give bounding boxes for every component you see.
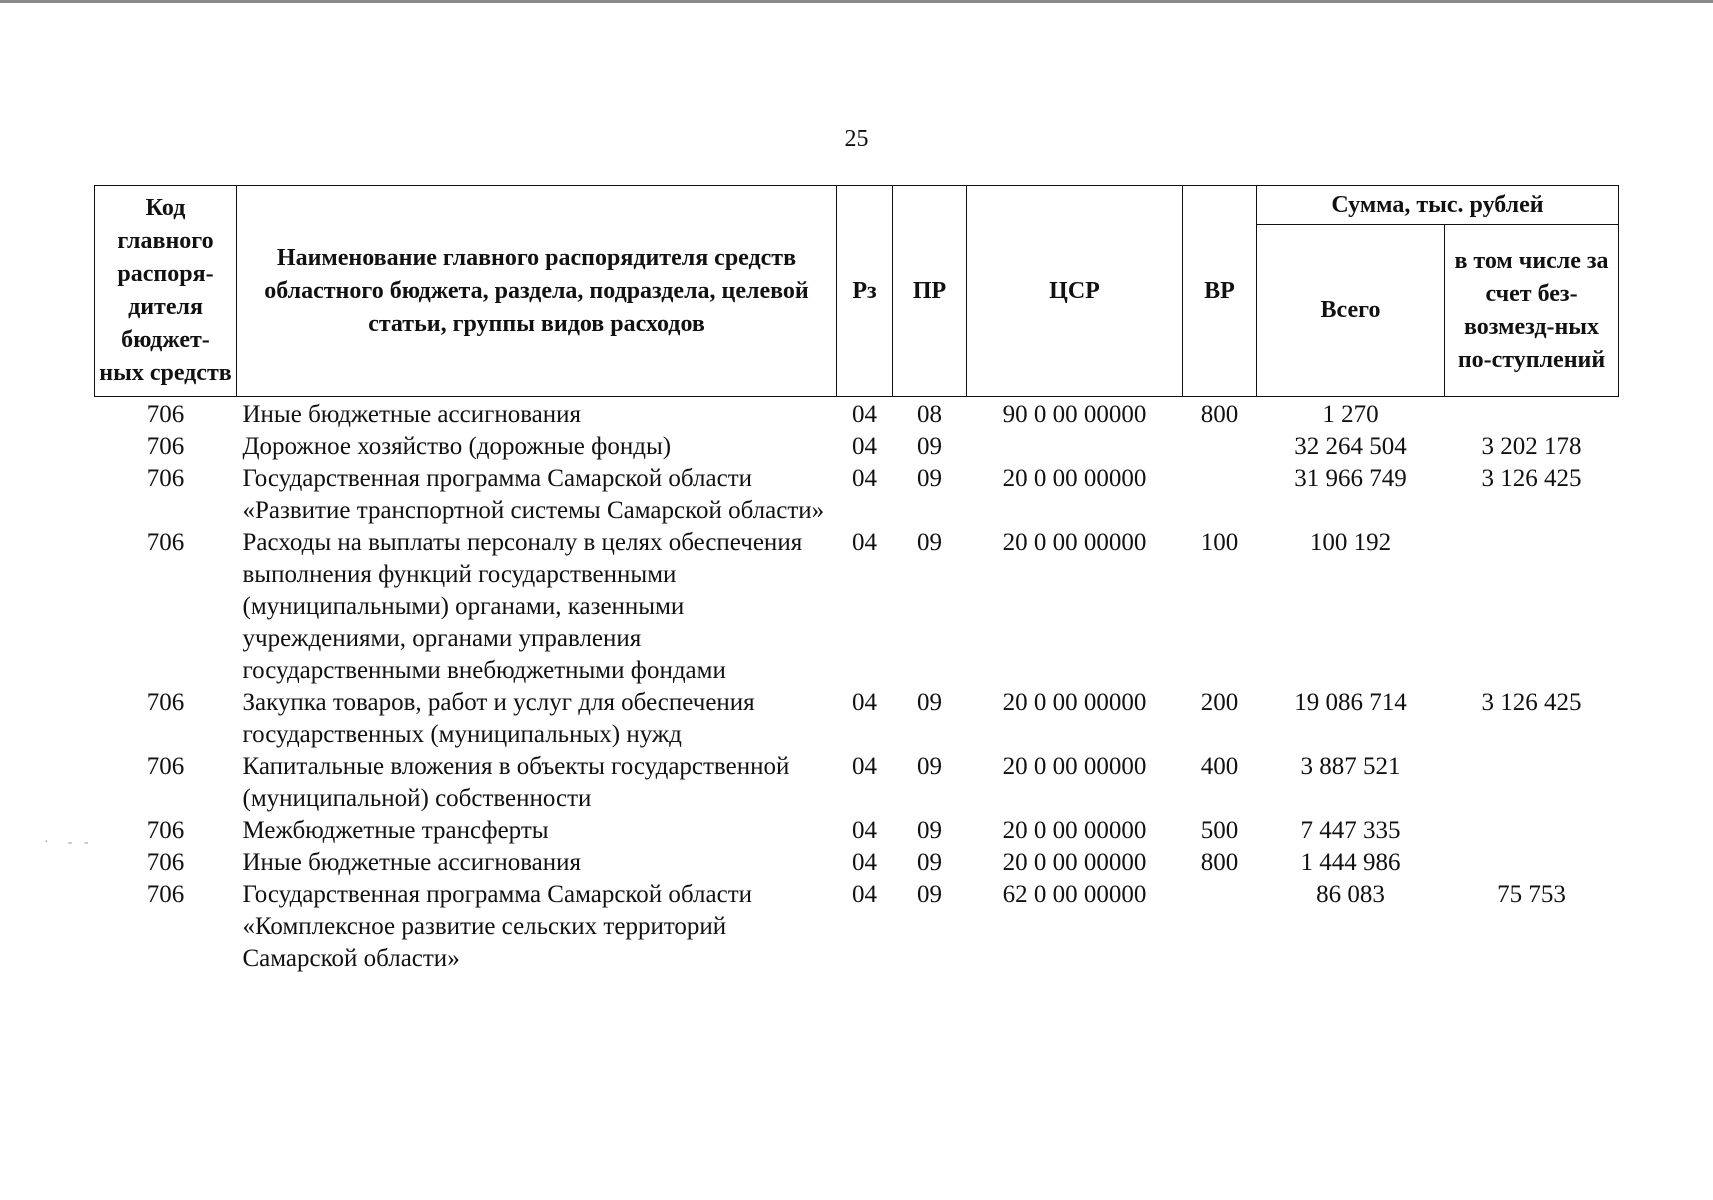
cell-grants [1445, 815, 1619, 847]
cell-csr: 20 0 00 00000 [1002, 753, 1147, 780]
cell-csr [967, 431, 1183, 463]
cell-vr: 500 [1200, 817, 1239, 844]
cell-pr: 09 [917, 529, 942, 556]
cell-csr: 62 0 00 00000 [1002, 881, 1147, 908]
cell-grants: 3 202 178 [1481, 433, 1582, 460]
budget-table [94, 185, 1619, 975]
cell-grants: 3 126 425 [1481, 689, 1582, 716]
cell-rz: 04 [852, 465, 877, 492]
cell-total: 3 887 521 [1300, 753, 1401, 780]
cell-grants [1445, 751, 1619, 815]
table-row [95, 815, 1619, 847]
table-row [95, 397, 1619, 432]
cell-name: Расходы на выплаты персоналу в целях обеспечения выполнения функций государственными (муниципальными) органами, казенными учреждениями, органами управления государственными внебюджетными фондами [242, 529, 803, 684]
cell-total: 7 447 335 [1300, 817, 1401, 844]
cell-pr: 08 [917, 401, 942, 428]
header-name: Наименование главного распорядителя средств областного бюджета, раздела, подраздела, целевой статьи, группы видов расходов [237, 186, 837, 397]
cell-rz: 04 [852, 881, 877, 908]
cell-rz: 04 [852, 401, 877, 428]
cell-vr [1183, 431, 1257, 463]
cell-total: 1 270 [1322, 401, 1379, 428]
top-border-line [0, 0, 1713, 3]
cell-code: 706 [146, 817, 185, 844]
cell-vr [1183, 463, 1257, 527]
header-code: Код главного распоря-дителя бюджет-ных средств [95, 186, 237, 397]
cell-rz: 04 [852, 689, 877, 716]
cell-vr [1183, 879, 1257, 975]
cell-name: Закупка товаров, работ и услуг для обеспечения государственных (муниципальных) нужд [242, 689, 755, 748]
cell-name: Государственная программа Самарской области «Развитие транспортной системы Самарской области» [242, 465, 825, 524]
cell-name: Капитальные вложения в объекты государственной (муниципальной) собственности [242, 753, 790, 812]
cell-name: Иные бюджетные ассигнования [242, 401, 582, 428]
cell-code: 706 [146, 753, 185, 780]
header-total: Всего [1257, 225, 1445, 397]
header-sum: Сумма, тыс. рублей [1257, 186, 1619, 225]
cell-csr: 20 0 00 00000 [1002, 849, 1147, 876]
cell-code: 706 [146, 529, 185, 556]
cell-grants [1445, 397, 1619, 432]
scan-specks: · ‐ ‐ [44, 835, 93, 850]
cell-rz: 04 [852, 753, 877, 780]
header-csr: ЦСР [967, 186, 1183, 397]
table-row [95, 751, 1619, 815]
cell-vr: 100 [1200, 529, 1239, 556]
table-row [95, 463, 1619, 527]
cell-code: 706 [146, 849, 185, 876]
cell-code: 706 [146, 881, 185, 908]
header-grants: в том числе за счет без-возмезд-ных по-ступлений [1445, 225, 1619, 397]
cell-total: 1 444 986 [1300, 849, 1401, 876]
cell-grants: 75 753 [1497, 881, 1566, 908]
header-vr: ВР [1183, 186, 1257, 397]
table-row [95, 431, 1619, 463]
cell-pr: 09 [917, 465, 942, 492]
cell-pr: 09 [917, 849, 942, 876]
cell-vr: 800 [1200, 401, 1239, 428]
cell-pr: 09 [917, 689, 942, 716]
table-row [95, 527, 1619, 687]
cell-name: Государственная программа Самарской области «Комплексное развитие сельских территорий Самарской области» [242, 881, 752, 972]
cell-vr: 400 [1200, 753, 1239, 780]
cell-name: Иные бюджетные ассигнования [242, 849, 582, 876]
cell-vr: 800 [1200, 849, 1239, 876]
cell-pr: 09 [917, 753, 942, 780]
cell-rz: 04 [852, 817, 877, 844]
cell-rz: 04 [852, 433, 877, 460]
cell-total: 31 966 749 [1294, 465, 1407, 492]
cell-grants [1445, 847, 1619, 879]
cell-csr: 90 0 00 00000 [1002, 401, 1147, 428]
table-row [95, 687, 1619, 751]
cell-code: 706 [146, 401, 185, 428]
cell-csr: 20 0 00 00000 [1002, 465, 1147, 492]
cell-pr: 09 [917, 433, 942, 460]
cell-code: 706 [146, 465, 185, 492]
cell-name: Межбюджетные трансферты [242, 817, 549, 844]
cell-rz: 04 [852, 529, 877, 556]
cell-csr: 20 0 00 00000 [1002, 817, 1147, 844]
cell-grants [1445, 527, 1619, 687]
cell-vr: 200 [1200, 689, 1239, 716]
cell-code: 706 [146, 433, 185, 460]
header-rz: Рз [837, 186, 893, 397]
cell-pr: 09 [917, 817, 942, 844]
table-row [95, 847, 1619, 879]
cell-csr: 20 0 00 00000 [1002, 529, 1147, 556]
cell-code: 706 [146, 689, 185, 716]
cell-grants: 3 126 425 [1481, 465, 1582, 492]
page-number: 25 [844, 126, 869, 152]
table-row [95, 879, 1619, 975]
cell-name: Дорожное хозяйство (дорожные фонды) [242, 433, 672, 460]
cell-pr: 09 [917, 881, 942, 908]
cell-total: 19 086 714 [1294, 689, 1407, 716]
cell-total: 32 264 504 [1294, 433, 1407, 460]
cell-total: 100 192 [1309, 529, 1392, 556]
table-body [95, 397, 1619, 976]
cell-total: 86 083 [1316, 881, 1385, 908]
header-pr: ПР [893, 186, 967, 397]
cell-rz: 04 [852, 849, 877, 876]
cell-csr: 20 0 00 00000 [1002, 689, 1147, 716]
